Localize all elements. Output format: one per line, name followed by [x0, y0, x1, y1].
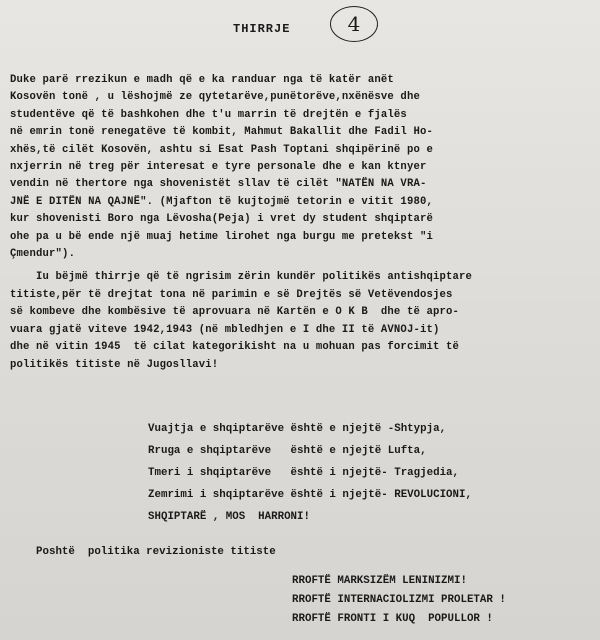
text-line: së kombeve dhe kombësive të aprovuara në Kartën e O K B dhe të aprо- [10, 306, 460, 319]
slogan-line: Rruga e shqiptarëve është e njejtë Lufta, [148, 445, 427, 457]
closing-line: Poshtë politika revizioniste titiste [36, 546, 276, 558]
slogan-line: Vuajtja e shqiptarëve është e njejtë -Shtypja, [148, 423, 447, 435]
text-line: titiste,për të drejtat tona në parimin e së Drejtës së Vetëvendosjes [10, 288, 453, 301]
text-line: Çmendur"). [10, 248, 76, 261]
text-line: ohe pa u bë ende një muaj hetime lirohet nga burgu me pretekst "i [10, 230, 433, 243]
text-line: studentëve që të bashkohen dhe t'u marrin të drejtën e fjalës [10, 108, 407, 121]
text-line: vuara gjatë viteve 1942,1943 (në mbledhjen e I dhe II të AVNOJ-it) [10, 323, 440, 336]
text-line: xhës,të cilët Kosovën, ashtu si Esat Pash Toptani shqipërinë po e [10, 143, 433, 156]
cheers-block [292, 572, 506, 629]
body-text [10, 72, 596, 374]
slogan-line: Tmeri i shqiptarëve është i njejtë- Tragjedia, [148, 467, 460, 479]
text-line: Iu bëjmë thirrje që të ngrisim zërin kundër politikës antishqiptare [10, 271, 473, 284]
text-line: politikës titiste në Jugosllavi! [10, 358, 219, 371]
text-line: Kosovën tonë , u lëshojmë ze qytetarëve,punëtorëve,nxënësve dhe [10, 91, 420, 104]
cheer-line: RROFTË MARKSIZËM LENINIZMI! [292, 575, 467, 587]
paragraph-1 [10, 72, 596, 263]
text-line: JNË E DITËN NA QAJNË". (Mjafton të kujtojmë tetorin e vitit 1980, [10, 195, 433, 208]
text-line: nxjerrin në treg për interesat e tyre personale dhe e kan ktnyer [10, 161, 427, 174]
cheer-line: RROFTË FRONTI I KUQ POPULLOR ! [292, 613, 493, 625]
cheer-line: RROFTË INTERNACIOLIZMI PROLETAR ! [292, 594, 506, 606]
text-line: dhe në vitin 1945 të cilat kategorikisht na u mohuan pas forcimit të [10, 341, 460, 354]
paragraph-2 [10, 269, 596, 373]
text-line: kur shovenisti Boro nga Lëvosha(Peja) i vret dy student shqiptarë [10, 213, 433, 226]
text-line: vendin në thertore nga shovenistët sllav të cilët "NATËN NA VRA- [10, 178, 427, 191]
slogan-line: Zemrimi i shqiptarëve është i njejtë- REVOLUCIONI, [148, 489, 472, 501]
page-number [330, 6, 378, 42]
text-line: në emrin tonë renegatëve të kombit, Mahmut Bakallit dhe Fadil Ho- [10, 126, 433, 139]
slogans-block [148, 418, 472, 528]
text-line: Duke parë rrezikun e madh që e ka randuar nga të katër anët [10, 74, 394, 86]
document-title: THIRRJE [233, 22, 291, 36]
slogan-line: SHQIPTARË , MOS HARRONI! [148, 511, 310, 523]
page-number-text: 4 [347, 12, 361, 36]
